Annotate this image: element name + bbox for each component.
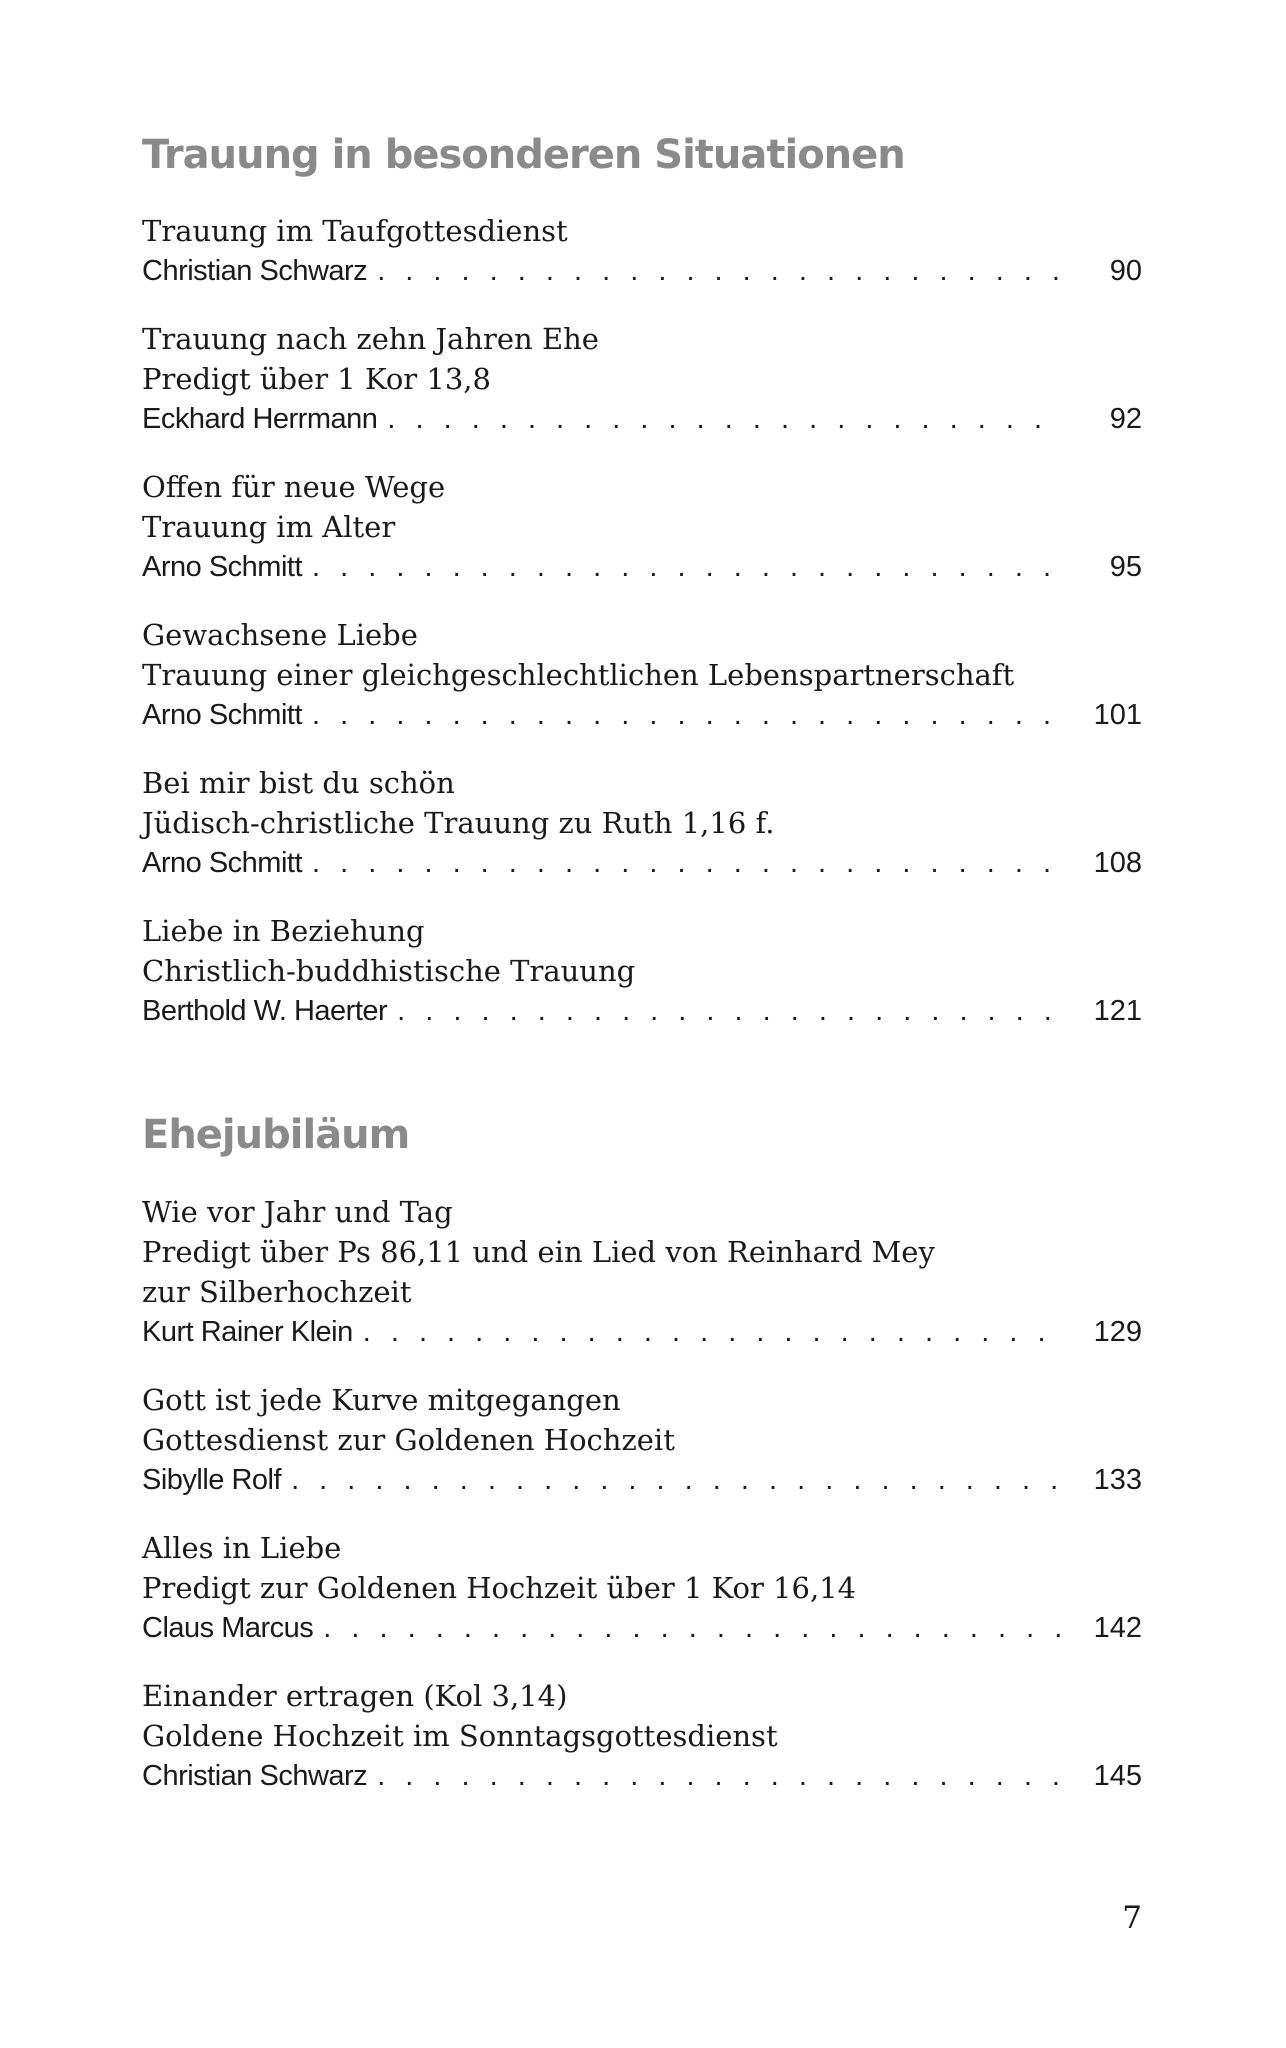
entry-author: Arno Schmitt [142,699,302,731]
entry-title: Alles in Liebe [142,1531,342,1565]
toc-entry [142,1192,1142,1352]
entry-page-number: 108 [1093,847,1142,879]
entry-author-row [142,1460,1142,1500]
entry-page-number: 92 [1109,403,1142,435]
entry-title: Wie vor Jahr und Tag [142,1195,453,1229]
entry-subtitle: Predigt zur Goldenen Hochzeit über 1 Kor 16,14 [142,1571,857,1605]
dot-leader [387,399,1064,439]
entry-page-number: 90 [1109,255,1142,287]
entry-author: Sibylle Rolf [142,1464,282,1496]
entry-author-row [142,991,1142,1031]
entry-subtitle: Trauung im Alter [142,510,396,544]
entry-author: Arno Schmitt [142,551,302,583]
section-title: Trauung in besonderen Situationen [142,132,905,178]
entry-author: Eckhard Herrmann [142,403,378,435]
entry-author-row [142,399,1142,439]
toc-entry [142,211,1142,291]
entry-subtitle: Jüdisch-christliche Trauung zu Ruth 1,16 f. [142,806,775,840]
entry-author-row [142,251,1142,291]
entry-author: Arno Schmitt [142,847,302,879]
entry-title: Offen für neue Wege [142,470,446,504]
entry-title: Trauung nach zehn Jahren Ehe [142,322,599,356]
entry-author: Claus Marcus [142,1612,314,1644]
page-number: 7 [1122,1900,1142,1936]
dot-leader [312,547,1064,587]
entry-author: Kurt Rainer Klein [142,1316,353,1348]
dot-leader [291,1460,1064,1500]
toc-entry [142,1528,1142,1648]
toc-entry [142,1380,1142,1500]
entry-page-number: 101 [1093,699,1142,731]
dot-leader [397,991,1064,1031]
dot-leader [312,695,1064,735]
entry-page-number: 145 [1093,1760,1142,1792]
toc-entry [142,319,1142,439]
entry-subtitle: Gottesdienst zur Goldenen Hochzeit [142,1423,675,1457]
entry-author: Christian Schwarz [142,255,368,287]
entry-subtitle: Predigt über Ps 86,11 und ein Lied von Reinhard Mey [142,1235,935,1269]
entry-subtitle: Predigt über 1 Kor 13,8 [142,362,491,396]
entry-title: Bei mir bist du schön [142,766,455,800]
entry-subtitle: Trauung einer gleichgeschlechtlichen Lebenspartnerschaft [142,658,1015,692]
entry-page-number: 142 [1093,1612,1142,1644]
entry-subtitle: Christlich-buddhistische Trauung [142,954,636,988]
toc-entry [142,763,1142,883]
entry-author-row [142,1756,1142,1796]
dot-leader [363,1312,1064,1352]
entry-page-number: 95 [1109,551,1142,583]
dot-leader [312,843,1064,883]
entry-subtitle: zur Silberhochzeit [142,1275,412,1309]
entry-author-row [142,695,1142,735]
entry-title: Liebe in Beziehung [142,914,425,948]
entry-title: Trauung im Taufgottesdienst [142,214,568,248]
entry-author-row [142,1608,1142,1648]
entry-author-row [142,547,1142,587]
dot-leader [377,1756,1064,1796]
entry-title: Gott ist jede Kurve mitgegangen [142,1383,621,1417]
dot-leader [323,1608,1064,1648]
entry-title: Gewachsene Liebe [142,618,418,652]
entry-author-row [142,843,1142,883]
entry-subtitle: Goldene Hochzeit im Sonntagsgottesdienst [142,1719,778,1753]
toc-entry [142,911,1142,1031]
entry-page-number: 121 [1093,995,1142,1027]
entry-page-number: 133 [1093,1464,1142,1496]
toc-entry [142,1676,1142,1796]
entry-author: Berthold W. Haerter [142,995,388,1027]
toc-page [142,0,1142,2048]
toc-entry [142,615,1142,735]
entry-author-row [142,1312,1142,1352]
section-title: Ehejubiläum [142,1112,410,1158]
entry-title: Einander ertragen (Kol 3,14) [142,1679,568,1713]
entry-page-number: 129 [1093,1316,1142,1348]
dot-leader [377,251,1064,291]
entry-author: Christian Schwarz [142,1760,368,1792]
toc-entry [142,467,1142,587]
